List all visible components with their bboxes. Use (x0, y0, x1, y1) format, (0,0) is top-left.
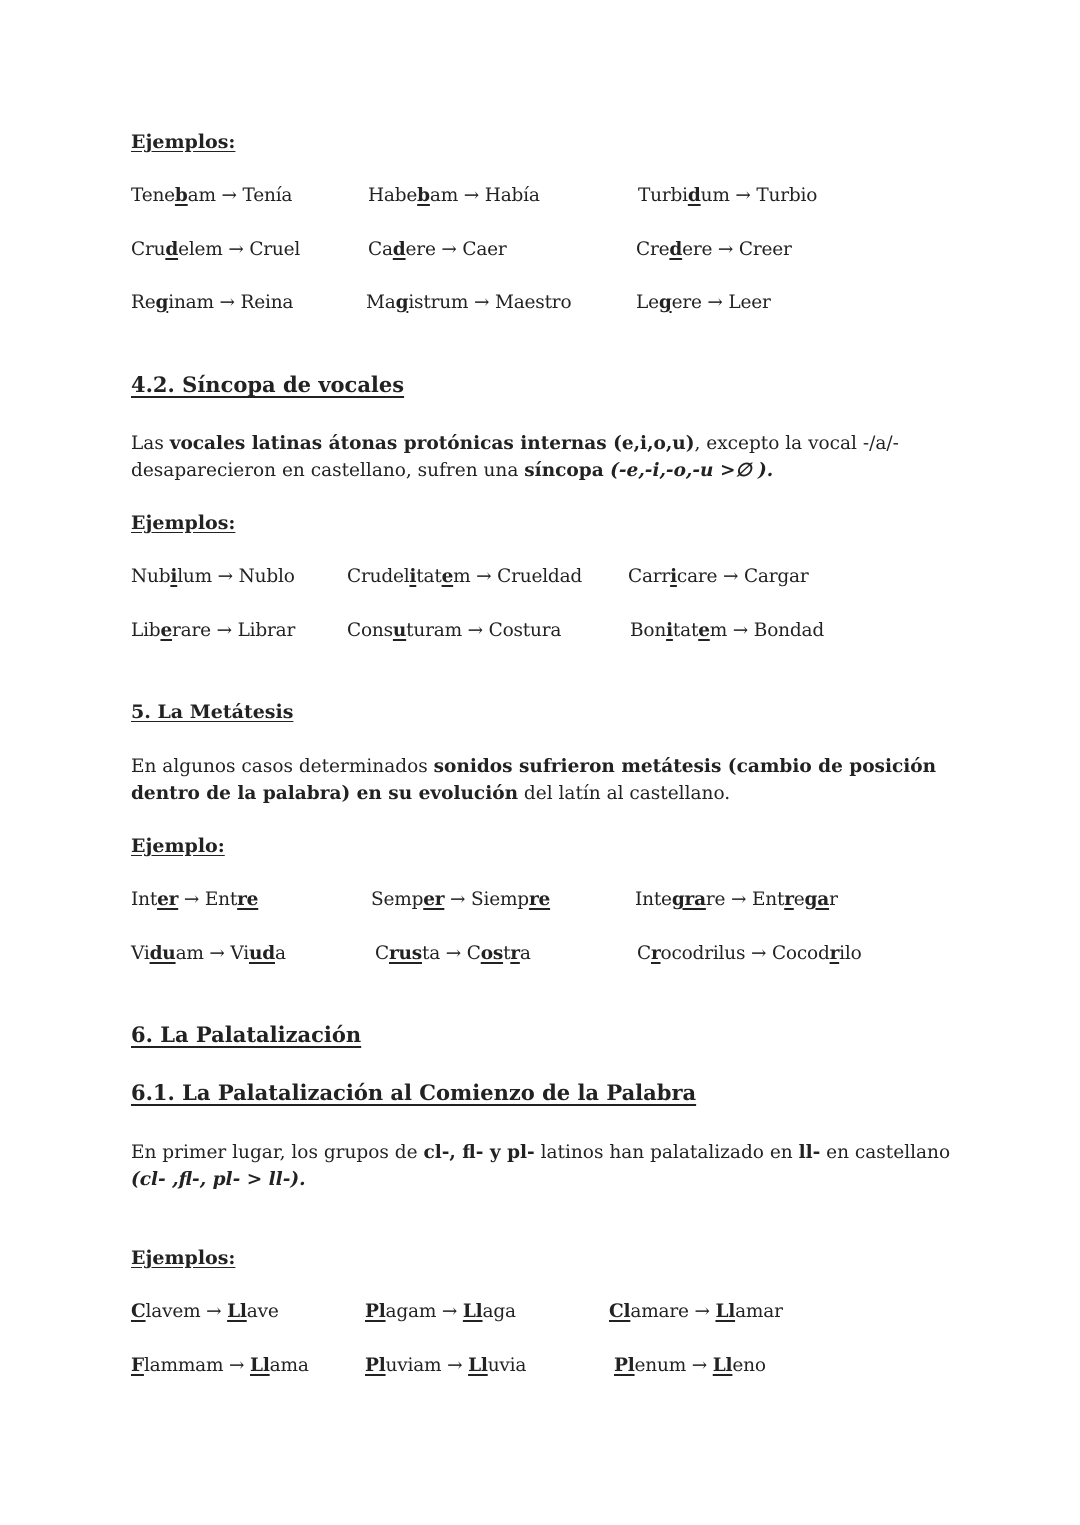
latin-word: Cadere (368, 239, 436, 260)
spanish-word: Cocodrilo (771, 943, 862, 964)
example-item (368, 185, 540, 206)
latin-word: Clamare (609, 1301, 689, 1322)
arrow-icon: → (215, 185, 243, 206)
example-item (628, 566, 809, 587)
examples-label-1: Ejemplos: (131, 131, 236, 153)
arrow-icon: → (688, 1301, 716, 1322)
latin-word: Bonitatem (630, 620, 728, 641)
latin-word: Crusta (375, 943, 441, 964)
examples-label-2: Ejemplos: (131, 512, 236, 534)
example-item (365, 1301, 516, 1322)
spanish-word: Había (484, 185, 540, 206)
latin-word: Pluviam (365, 1355, 442, 1376)
section-heading-4-2: 4.2. Síncopa de vocales (131, 372, 405, 397)
arrow-icon: → (701, 292, 729, 313)
spanish-word: Viuda (230, 943, 286, 964)
spanish-word: Leer (728, 292, 771, 313)
spanish-word: Llama (250, 1355, 309, 1376)
example-item (347, 566, 582, 587)
example-item (636, 292, 771, 313)
example-item (131, 620, 295, 641)
example-item (609, 1301, 783, 1322)
arrow-icon: → (468, 292, 495, 313)
spanish-word: Bondad (753, 620, 824, 641)
spanish-word: Llave (227, 1301, 279, 1322)
arrow-icon: → (203, 943, 231, 964)
example-item (636, 239, 792, 260)
example-item (637, 943, 862, 964)
latin-word: Reginam (131, 292, 214, 313)
example-item (131, 889, 258, 910)
latin-word: Crudelitatem (347, 566, 471, 587)
spanish-word: Cruel (249, 239, 301, 260)
arrow-icon: → (435, 239, 463, 260)
spanish-word: Lleno (712, 1355, 766, 1376)
spanish-word: Tenía (242, 185, 293, 206)
arrow-icon: → (461, 620, 489, 641)
example-item (131, 185, 292, 206)
spanish-word: Llamar (715, 1301, 783, 1322)
latin-word: Liberare (131, 620, 211, 641)
latin-word: Crocodrilus (637, 943, 746, 964)
examples-label-3: Ejemplos: (131, 1247, 236, 1269)
latin-word: Habebam (368, 185, 459, 206)
arrow-icon: → (717, 566, 744, 587)
latin-word: Tenebam (131, 185, 216, 206)
example-item (131, 239, 300, 260)
spanish-word: Creer (738, 239, 792, 260)
example-item (347, 620, 561, 641)
example-item (638, 185, 817, 206)
spanish-word: Costra (466, 943, 531, 964)
latin-word: Inter (131, 889, 179, 910)
spanish-word: Cargar (743, 566, 809, 587)
arrow-icon: → (745, 943, 772, 964)
example-item (131, 1301, 279, 1322)
spanish-word: Librar (237, 620, 296, 641)
latin-word: Clavem (131, 1301, 201, 1322)
section-paragraph-4-2: Las vocales latinas átonas protónicas internas (e,i,o,u), excepto la vocal -/a/- desaparecieron en castellano, sufren una síncopa (-e,-i,-o,-u >∅ ). (131, 433, 899, 481)
arrow-icon: → (213, 292, 241, 313)
latin-word: Viduam (131, 943, 204, 964)
arrow-icon: → (222, 239, 250, 260)
spanish-word: Llaga (462, 1301, 516, 1322)
latin-word: Consuturam (347, 620, 462, 641)
example-item (635, 889, 838, 910)
example-item (368, 239, 507, 260)
spanish-word: Costura (488, 620, 562, 641)
latin-word: Plagam (365, 1301, 437, 1322)
spanish-word: Entre (204, 889, 259, 910)
example-item (131, 566, 295, 587)
example-item (131, 943, 286, 964)
arrow-icon: → (729, 185, 757, 206)
arrow-icon: → (712, 239, 739, 260)
spanish-word: Crueldad (497, 566, 583, 587)
example-item (375, 943, 531, 964)
arrow-icon: → (210, 620, 238, 641)
latin-word: Flammam (131, 1355, 224, 1376)
latin-word: Nubilum (131, 566, 212, 587)
latin-word: Magistrum (366, 292, 469, 313)
arrow-icon: → (727, 620, 754, 641)
example-item (366, 292, 571, 313)
example-label-single: Ejemplo: (131, 835, 225, 857)
section-paragraph-6-1: En primer lugar, los grupos de cl-, fl- y pl- latinos han palatalizado en ll- en castellano (cl- ,fl-, pl- > ll-). (131, 1142, 951, 1190)
arrow-icon: → (178, 889, 205, 910)
example-item (131, 1355, 309, 1376)
latin-word: Plenum (614, 1355, 687, 1376)
example-item (630, 620, 824, 641)
arrow-icon: → (200, 1301, 228, 1322)
example-item (371, 889, 550, 910)
section-heading-6: 6. La Palatalización (131, 1022, 362, 1047)
latin-word: Legere (636, 292, 702, 313)
latin-word: Semper (371, 889, 445, 910)
spanish-word: Turbio (756, 185, 818, 206)
example-item (365, 1355, 526, 1376)
spanish-word: Reina (240, 292, 294, 313)
arrow-icon: → (223, 1355, 251, 1376)
latin-word: Carricare (628, 566, 718, 587)
arrow-icon: → (440, 943, 467, 964)
example-item (614, 1355, 766, 1376)
latin-word: Credere (636, 239, 713, 260)
spanish-word: Caer (462, 239, 507, 260)
spanish-word: Entregar (751, 889, 838, 910)
arrow-icon: → (458, 185, 485, 206)
latin-word: Crudelem (131, 239, 223, 260)
section-paragraph-5: En algunos casos determinados sonidos sufrieron metátesis (cambio de posición dentro de la palabra) en su evolución del latín al castellano. (131, 756, 937, 804)
arrow-icon: → (211, 566, 239, 587)
arrow-icon: → (444, 889, 472, 910)
example-item (131, 292, 293, 313)
arrow-icon: → (725, 889, 752, 910)
spanish-word: Siempre (471, 889, 551, 910)
arrow-icon: → (436, 1301, 463, 1322)
arrow-icon: → (441, 1355, 469, 1376)
latin-word: Integrare (635, 889, 726, 910)
latin-word: Turbidum (638, 185, 730, 206)
arrow-icon: → (686, 1355, 713, 1376)
spanish-word: Nublo (238, 566, 295, 587)
spanish-word: Maestro (494, 292, 572, 313)
section-heading-6-1: 6.1. La Palatalización al Comienzo de la Palabra (131, 1080, 697, 1105)
section-heading-5: 5. La Metátesis (131, 701, 294, 723)
arrow-icon: → (470, 566, 498, 587)
spanish-word: Lluvia (468, 1355, 527, 1376)
